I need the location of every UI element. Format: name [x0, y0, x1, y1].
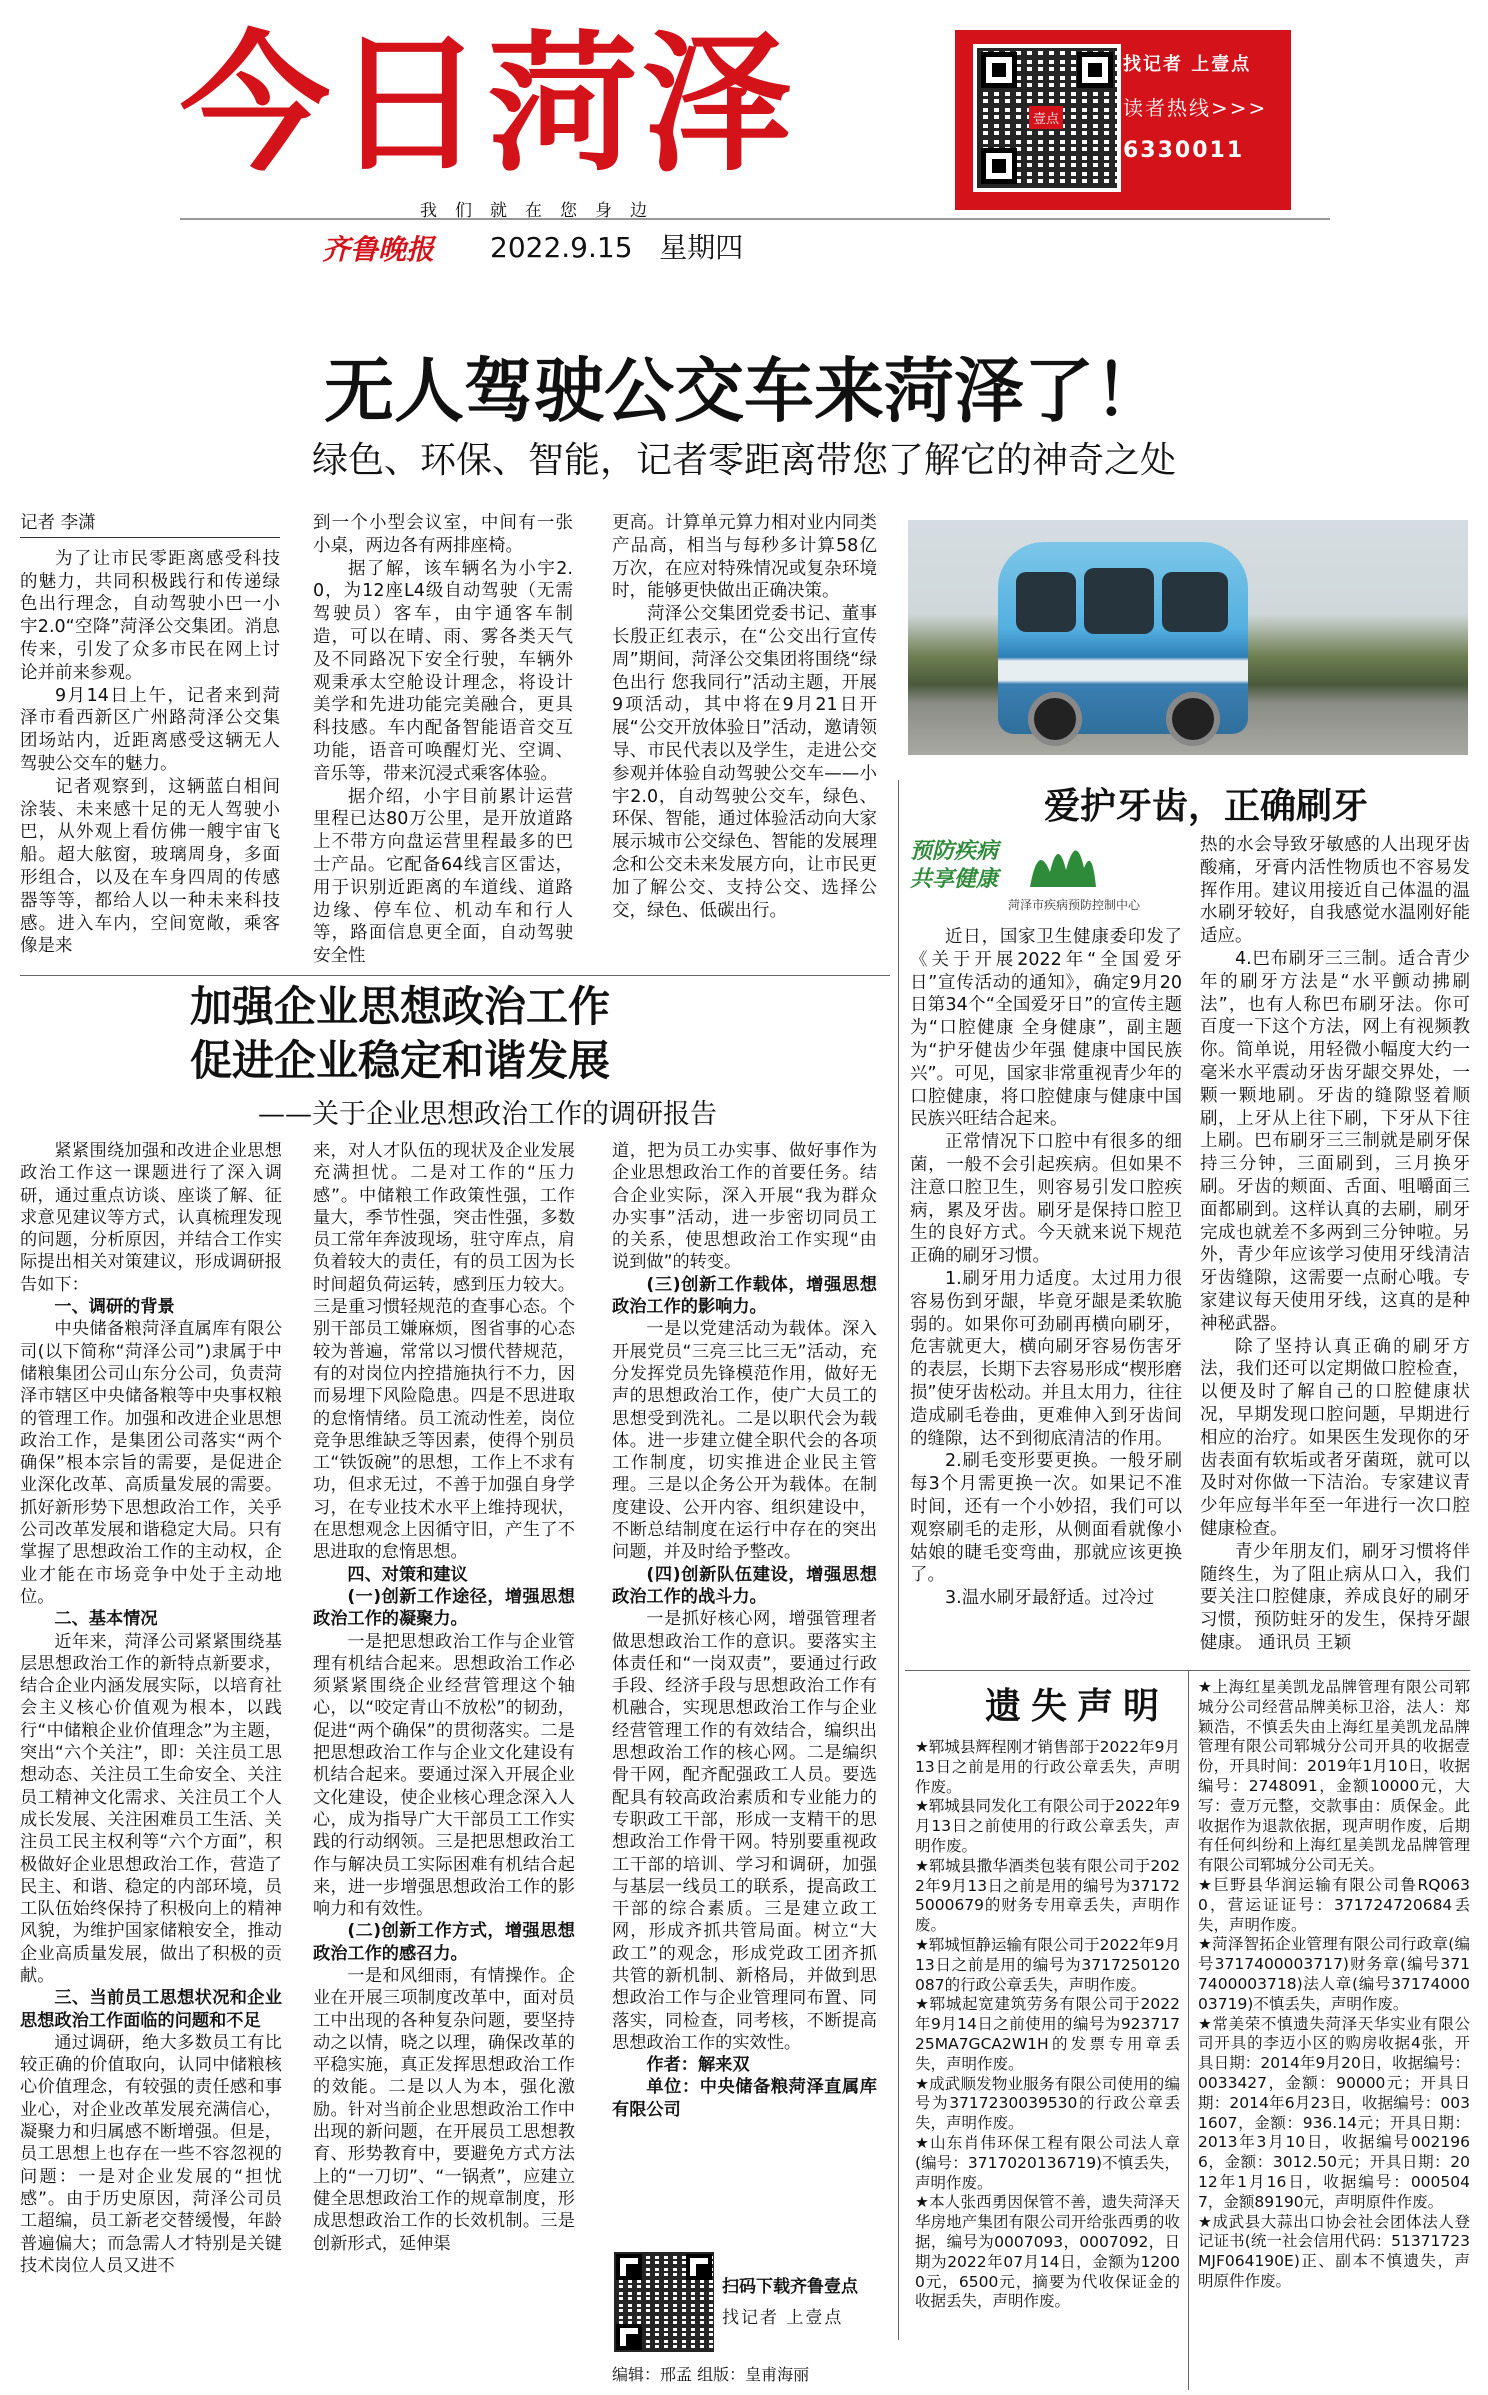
lead-paragraph: 更高。计算单元算力相对业内同类产品高，相当与每秒多计算58亿万次，在应对特殊情况或复杂环境时，能够更快做出正确决策。 [612, 513, 877, 602]
tooth-paragraph: 除了坚持认真正确的刷牙方法，我们还可以定期做口腔检查，以便及时了解自己的口腔健康状况，早期发现口腔问题，早期进行相应的治疗。如果医生发现你的牙齿表面有软垢或者牙菌斑，就可以及时对你做一下洁治。专家建议青少年应每半年至一年进行一次口腔健康检查。 [1200, 1336, 1470, 1539]
footer-qr-code[interactable] [612, 2250, 716, 2354]
report-title-line-1: 加强企业思想政治工作 [189, 982, 610, 1031]
section-divider [20, 975, 890, 976]
column-divider [898, 780, 899, 2340]
qr-code[interactable] [973, 44, 1121, 192]
footer-qr-line-1: 扫码下载齐鲁壹点 [722, 2277, 858, 2297]
report-author: 作者：解来双 [646, 2055, 750, 2076]
lost-column-2 [1198, 1678, 1470, 2292]
lost-notice-item: ★山东肖伟环保工程有限公司法人章(编号：3717020136719)不慎丢失，声明作废。 [915, 2133, 1180, 2192]
tooth-column-2 [1200, 834, 1470, 1655]
lead-paragraph: 为了让市民零距离感受科技的魅力，共同积极践行和传递绿色出行理念，自动驾驶小巴一小宇2.0“空降”菏泽公交集团。消息传来，引发了众多市民在网上讨论并前来参观。 [20, 548, 280, 683]
lost-notice-item: ★菏泽智拓企业管理有限公司行政章(编号3717400003717)财务章(编号3717400003718)法人章(编号3717400003719)不慎丢失，声明作废。 [1198, 1935, 1470, 2013]
masthead-divider [180, 218, 1330, 220]
report-paragraph: 一是把思想政治工作与企业管理有机结合起来。思想政治工作必须紧紧围绕企业经营管理这个轴心，以“咬定青山不放松”的韧劲，促进“两个确保”的贯彻落实。二是把思想政治工作与企业文化建设有机结合起来。要通过深入开展企业文化建设，使企业核心理念深入人心，成为指导广大干部员工工作实践的行动纲领。三是把思想政治工作与解决员工实际困难有机结合起来，进一步增强思想政治工作的影响力和有效性。 [313, 1631, 575, 1920]
tooth-paragraph: 2.刷毛变形要更换。一般牙刷每3个月需更换一次。如果记不准时间，还有一个小妙招，我们可以观察刷毛的走形，从侧面看就像小姑娘的睫毛变弯曲，那就应该更换了。 [910, 1451, 1182, 1586]
tooth-paragraph: 1.刷牙用力适度。太过用力很容易伤到牙龈，毕竟牙龈是柔软脆弱的。如果你可劲刷再横向刷牙，危害就更大，横向刷牙容易伤害牙的表层，长期下去容易形成“楔形磨损”使牙齿松动。并且太用力，往往造成刷毛卷曲，更难伸入到牙齿间的缝隙，达不到彻底清洁的作用。 [910, 1268, 1182, 1449]
report-column-2 [313, 1140, 575, 2255]
hotline-label: 读者热线>>> [1123, 96, 1268, 120]
lead-byline: 记者 李潇 [20, 512, 280, 538]
report-paragraph: 近年来，菏泽公司紧紧围绕基层思想政治工作的新特点新要求，结合企业内涵发展实际，以培育社会主义核心价值观为根本，以践行“中储粮企业价值理念”为主题，突出“六个关注”，即：关注员工思想动态、关注员工生命安全、关注员工精神文化需求、关注员工个人成长发展、关注困难员工生活、关注员工民主权利等“六个方面”，积极做好企业思想政治工作，营造了民主、和谐、稳定的内部环境，员工队伍始终保持了积极向上的精神风貌，为维护国家储粮安全，推动企业高质量发展，做出了积极的贡献。 [20, 1631, 282, 1986]
leaf-icon [1020, 832, 1100, 892]
tooth-column-1 [910, 926, 1182, 1610]
tooth-paragraph: 4.巴布刷牙三三制。适合青少年的刷牙方法是“水平颤动拂刷法”，也有人称巴布刷牙法。你可百度一下这个方法，网上有视频教你。简单说，用轻微小幅度大约一毫米水平震动牙齿牙龈交界处，一颗一颗地刷。牙齿的缝隙竖着顺刷，上牙从上往下刷，下牙从下往上刷。巴布刷牙三三制就是刷牙保持三分钟，三面刷到，三月换牙刷。牙齿的颊面、舌面、咀嚼面三面都刷到。这样认真的去刷，刷牙完成也就差不多两到三分钟啦。另外，青少年应该学习使用牙线清洁牙齿缝隙，这需要一点耐心哦。专家建议每天使用牙线，这真的是种神秘武器。 [1200, 948, 1470, 1334]
lost-notice-item: ★成武县大蒜出口协会社会团体法人登记证书(统一社会信用代码：51371723MJF064190E)正、副本不慎遗失，声明原件作废。 [1198, 2212, 1470, 2290]
report-unit: 单位：中央储备粮菏泽直属库有限公司 [612, 2077, 877, 2120]
lead-column-1 [20, 512, 280, 958]
lead-paragraph: 到一个小型会议室，中间有一张小桌，两边各有两排座椅。 [313, 513, 573, 556]
issue-date: 2022.9.15 [490, 231, 633, 264]
paper-name: 齐鲁晚报 [322, 233, 435, 266]
lost-notice-title: 遗失声明 [985, 1685, 1170, 1727]
tooth-article-title: 爱护牙齿，正确刷牙 [1044, 786, 1369, 827]
masthead-slogan: 我们就在您身边 [420, 201, 665, 221]
lost-notice-item: ★郓城县同发化工有限公司于2022年9月13日之前使用的行政公章丢失，声明作废。 [915, 1797, 1180, 1855]
lost-notice-item: ★郓城恒静运输有限公司于2022年9月13日之前是用的编号为3717250120087的行政公章丢失，声明作废。 [915, 1935, 1180, 1994]
lost-column-divider [1188, 1670, 1189, 2390]
issue-weekday: 星期四 [659, 231, 744, 264]
report-paragraph: 一是抓好核心网，增强管理者做思想政治工作的意识。要落实主体责任和“一岗双责”，要通过行政手段、经济手段与思想政治工作有机融合，实现思想政治工作与企业经营管理工作的有效结合，编织出思想政治工作的核心网。二是编织骨干网，配齐配强政工人员。要选配具有较高政治素质和专业能力的专职政工干部，形成一支精干的思想政治工作骨干网。特别要重视政工干部的培训、学习和调研，加强与基层一线员工的联系，提高政工干部的综合素质。三是建立政工网，形成齐抓共管局面。树立“大政工”的观念，形成党政工团齐抓共管的新机制、新格局，并做到思想政治工作与企业管理同布置、同落实，同检查，同考核，不断提高思想政治工作的实效性。 [612, 1609, 877, 2053]
tooth-paragraph: 近日，国家卫生健康委印发了《关于开展2022年“全国爱牙日”宣传活动的通知》，确定9月20日第34个“全国爱牙日”的宣传主题为“口腔健康 全身健康”，副主题为“护牙健齿少年强 健康中国民族兴”。可见，国家非常重视青少年的口腔健康，将口腔健康与健康中国民族兴旺结合起来。 [910, 927, 1182, 1130]
tooth-paragraph: 3.温水刷牙最舒适。过冷过 [945, 1588, 1155, 1609]
report-column-3 [612, 1140, 877, 2121]
driverless-bus-photo [908, 520, 1468, 755]
report-heading: 四、对策和建议 [347, 1564, 468, 1585]
report-paragraph: 紧紧围绕加强和改进企业思想政治工作这一课题进行了深入调研，通过重点访谈、座谈了解、征求意见建议等方式，认真梳理发现的问题，分析原因，并结合工作实际提出相关对策建议，形成调研报告如下： [20, 1141, 282, 1295]
lost-notice-item: ★郓城县撒华酒类包装有限公司于2022年9月13日之前是用的编号为371725000679的财务专用章丢失，声明作废。 [915, 1856, 1180, 1935]
report-heading: (一)创新工作途径，增强思想政治工作的凝聚力。 [313, 1586, 575, 1630]
lead-column-2 [313, 512, 573, 968]
masthead-title: 今日菏泽 [180, 18, 797, 192]
cdc-logo-text: 预防疾病 共享健康 [910, 839, 999, 892]
report-paragraph: 来，对人才队伍的现状及企业发展充满担忧。二是对工作的“压力感”。中储粮工作政策性强，工作量大，季节性强，突击性强，多数员工常年奔波现场，驻守库点，肩负着较大的责任，有的员工因为长时间超负荷运转，感到压力较大。三是重习惯轻规范的查事心态。个别干部员工嫌麻烦，图省事的心态较为普遍，常常以习惯代替规范，有的对岗位内控措施执行不力，因而易埋下风险隐患。四是不思进取的怠惰情绪。员工流动性差，岗位竞争思维缺乏等因素，使得个别员工“铁饭碗”的思想，工作上不求有功，但求无过，不善于加强自身学习，在专业技术水平上维持现状，在思想观念上因循守旧，产生了不思进取的怠惰思想。 [313, 1141, 575, 1563]
hotline-number: 6330011 [1123, 138, 1245, 163]
lost-notice-item: ★上海红星美凯龙品牌管理有限公司郓城分公司经营品牌美标卫浴，法人：郑颖浩，不慎丢失由上海红星美凯龙品牌管理有限公司郓城分公司开具的收据壹份，开具时间：2019年1月10日，收据编号：2748091，金额10000元，大写：壹万元整，交款事由：质保金。此收据作为退款依据，现声明作废，后期有任何纠纷和上海红星美凯龙品牌管理有限公司郓城分公司无关。 [1198, 1678, 1470, 1875]
lost-notice-item: ★常美荣不慎遗失菏泽天华实业有限公司开具的李迈小区的购房收据4张，开具日期：2014年9月20日，收据编号：0033427，金额：90000元；开具日期：2014年6月23日，收据编号：0031607，金额：936.14元；开具日期：2013年3月10日，收据编号0021966，金额：3012.50元；开具日期：2012年1月16日，收据编号：0005047，金额89190元，声明原件作废。 [1198, 2014, 1470, 2211]
lead-paragraph: 记者观察到，这辆蓝白相间涂装、未来感十足的无人驾驶小巴，从外观上看仿佛一艘宇宙飞船。超大舷窗，玻璃周身，多面形组合，以及在车身四周的传感器等等，都给人以一种未来科技感。进入车内，空间宽敞，乘客像是来 [20, 776, 280, 957]
lead-paragraph: 菏泽公交集团党委书记、董事长殷正红表示，在“公交出行宣传周”期间，菏泽公交集团将围绕“绿色出行 您我同行”活动主题，开展9项活动，其中将在9月21日开展“公交开放体验日”活动，邀请领导、市民代表以及学生，走进公交参观并体验自动驾驶公交车——小宇2.0，自动驾驶公交车，绿色、环保、智能，通过体验活动向大家展示城市公交绿色、智能的发展理念和公交未来发展方向，让市民更加了解公交、支持公交、选择公交，绿色、低碳出行。 [612, 604, 877, 921]
cdc-logo-caption: 菏泽市疾病预防控制中心 [1008, 898, 1141, 912]
report-paragraph: 一是和风细雨，有情操作。企业在开展三项制度改革中，面对员工中出现的各种复杂问题，要坚持动之以情，晓之以理，确保改革的平稳实施，真正发挥思想政治工作的效能。二是以人为本，强化激励。针对当前企业思想政治工作中出现的新问题，在开展员工思想教育、形势教育中，要避免方式方法上的“一刀切”、“一锅煮”，应建立健全思想政治工作的规章制度，形成思想政治工作的长效机制。三是创新形式，延伸渠 [313, 1965, 575, 2254]
report-heading: 一、调研的背景 [54, 1297, 175, 1318]
report-subtitle: ——关于企业思想政治工作的调研报告 [258, 1099, 717, 1130]
reader-hotline-box [955, 30, 1291, 210]
lost-notice-item: ★成武顺发物业服务有限公司使用的编号为3717230039530的行政公章丢失，声明作废。 [915, 2074, 1180, 2133]
lead-paragraph: 据介绍，小宇目前累计运营里程已达80万公里，是开放道路上不带方向盘运营里程最多的巴士产品。它配备64线言区雷达，用于识别近距离的车道线、道路边缘、停车位、机动车和行人等，路面信息更全面，自动驾驶安全性 [313, 786, 573, 967]
issue-date-line [490, 226, 743, 266]
report-heading: (四)创新队伍建设，增强思想政治工作的战斗力。 [612, 1564, 877, 1607]
reporter-label: 找记者 上壹点 [1123, 54, 1252, 75]
lead-paragraph: 9月14日上午，记者来到菏泽市看西新区广州路菏泽公交集团场站内，近距离感受这辆无人驾驶公交车的魅力。 [20, 685, 280, 774]
report-heading: (三)创新工作载体，增强思想政治工作的影响力。 [612, 1274, 877, 1318]
bus-icon [998, 542, 1248, 734]
lead-column-3 [612, 512, 877, 922]
qr-logo: 壹点 [1029, 106, 1063, 129]
lost-notice-item: ★本人张西勇因保管不善，遗失菏泽天华房地产集团有限公司开给张西勇的收据，编号为0007093，0007092，日期为2022年07月14日，金额为12000元，6500元，摘要为代收保证金的收据丢失，声明作废。 [915, 2193, 1180, 2311]
report-heading: (二)创新工作方式，增强思想政治工作的感召力。 [313, 1921, 575, 1964]
report-paragraph: 中央储备粮菏泽直属库有限公司(以下简称“菏泽公司”)隶属于中储粮集团公司山东分公司，负责菏泽市辖区中央储备粮等中央事权粮的管理工作。加强和改进企业思想政治工作，是集团公司落实“两个确保”根本宗旨的需要，是促进企业深化改革、高质量发展的需要。抓好新形势下思想政治工作，关乎公司改革发展和谐稳定大局。只有掌握了思想政治工作的主动权，企业才能在市场竞争中处于主动地位。 [20, 1319, 282, 1607]
lost-notice-item: ★郓城起宽建筑劳务有限公司于2022年9月14日之前使用的编号为92371725MA7GCA2W1H的发票专用章丢失，声明作废。 [915, 1995, 1180, 2073]
lost-notice-item: ★郓城县辉程刚才销售部于2022年9月13日之前是用的行政公章丢失，声明作废。 [915, 1738, 1180, 1796]
lost-column-1 [915, 1738, 1180, 2312]
report-heading: 二、基本情况 [54, 1609, 158, 1630]
report-paragraph: 道，把为员工办实事、做好事作为企业思想政治工作的首要任务。结合企业实际，深入开展“我为群众办实事”活动，进一步密切同员工的关系，使思想政治工作实现“由说到做”的转变。 [612, 1141, 877, 1273]
report-title-line-2: 促进企业稳定和谐发展 [189, 1036, 610, 1085]
report-title [120, 980, 680, 1088]
cdc-logo [910, 836, 1165, 921]
report-paragraph: 通过调研，绝大多数员工有比较正确的价值取向，认同中储粮核心价值理念，有较强的责任感和事业心，对企业改革发展充满信心，凝聚力和归属感不断增强。但是，员工思想上也存在一些不容忽视的问题：一是对企业发展的“担忧感”。由于历史原因，菏泽公司员工超编，员工新老交替缓慢，年龄普遍偏大；而急需人才特别是关键技术岗位人员又进不 [20, 2032, 282, 2276]
lead-headline: 无人驾驶公交车来菏泽了！ [324, 349, 1164, 432]
footer-editors: 编辑：邢孟 组版：皇甫海丽 [612, 2365, 810, 2384]
report-paragraph: 一是以党建活动为载体。深入开展党员“三亮三比三无”活动，充分发挥党员先锋模范作用，做好无声的思想政治工作，使广大员工的思想受到洗礼。二是以职代会为载体。进一步建立健全职代会的各项工作制度，切实推进企业民主管理。三是以企务公开为载体。在制度建设、公开内容、组织建设中，不断总结制度在运行中存在的突出问题，并及时给予整改。 [612, 1319, 877, 1563]
lead-paragraph: 据了解，该车辆名为小宇2.0，为12座L4级自动驾驶（无需驾驶员）客车，由宇通客车制造，可以在晴、雨、雾各类天气及不同路况下安全行驶，车辆外观秉承太空舱设计理念，将设计美学和先进功能完美融合，更具科技感。车内配备智能语音交互功能，语音可唤醒灯光、空调、音乐等，带来沉浸式乘客体验。 [313, 558, 573, 784]
lost-notice-item: ★巨野县华润运输有限公司鲁RQ0630，营运证证号：371724720684丢失，声明作废。 [1198, 1875, 1470, 1934]
footer-qr-caption [722, 2272, 858, 2328]
lead-subhead: 绿色、环保、智能，记者零距离带您了解它的神奇之处 [311, 440, 1176, 481]
report-column-1 [20, 1140, 282, 2277]
tooth-paragraph: 正常情况下口腔中有很多的细菌，一般不会引起疾病。但如果不注意口腔卫生，则容易引发口腔疾病，累及牙齿。刷牙是保持口腔卫生的良好方式。今天就来说下规范正确的刷牙习惯。 [910, 1132, 1182, 1267]
report-heading: 三、当前员工思想状况和企业思想政治工作面临的问题和不足 [20, 1988, 282, 2031]
tooth-paragraph: 青少年朋友们，刷牙习惯将伴随终生，为了阻止病从口入，我们要关注口腔健康，养成良好的刷牙习惯，预防蛀牙的发生，保持牙龈健康。 通讯员 王颖 [1200, 1541, 1470, 1653]
tooth-paragraph: 热的水会导致牙敏感的人出现牙齿酸痛，牙膏内活性物质也不容易发挥作用。建议用接近自己体温的温水刷牙较好，自我感觉水温刚好能适应。 [1200, 835, 1470, 947]
footer-qr-line-2: 找记者 上壹点 [722, 2308, 844, 2328]
